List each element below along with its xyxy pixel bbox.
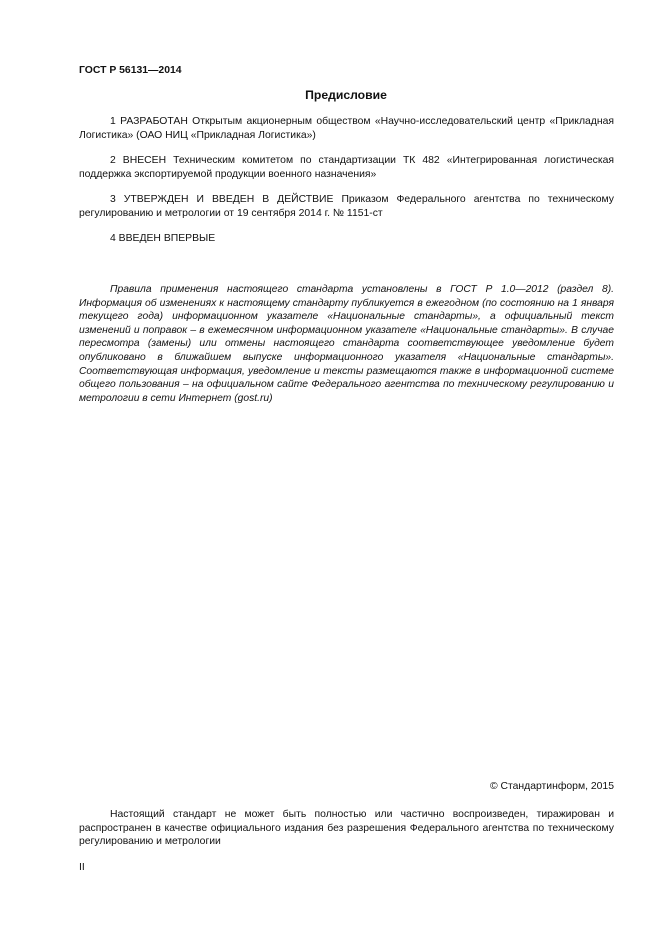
page-number: II	[79, 862, 85, 873]
foreword-item-approved: 3 УТВЕРЖДЕН И ВВЕДЕН В ДЕЙСТВИЕ Приказом Федерального агентства по техническому регулированию и метрологии от 19 сентября 2014 г. № 1151-ст	[79, 194, 614, 219]
foreword-item-introduced: 4 ВВЕДЕН ВПЕРВЫЕ	[110, 233, 216, 244]
reproduction-rights-notice: Настоящий стандарт не может быть полностью или частично воспроизведен, тиражирован и распространен в качестве официального издания без разрешения Федерального агентства по техническому регулированию и метрологии	[79, 809, 614, 848]
copyright-notice: © Стандартинформ, 2015	[489, 781, 614, 792]
foreword-item-developed: 1 РАЗРАБОТАН Открытым акционерным обществом «Научно-исследовательский центр «Прикладная Логистика» (ОАО НИЦ «Прикладная Логистика»)	[79, 116, 614, 141]
application-rules-note: Правила применения настоящего стандарта установлены в ГОСТ Р 1.0—2012 (раздел 8). Информация об изменениях к настоящему стандарту публикуется в ежегодном (по состоянию на 1 января текущего года) информационном указателе «Национальные стандарты», а официальный текст изменений и поправок – в ежемесячном информационном указателе «Национальные стандарты». В случае пересмотра (замены) или отмены настоящего стандарта соответствующее уведомление будет опубликовано в ближайшем выпуске информационного указателя «Национальные стандарты». Соответствующая информация, уведомление и тексты размещаются также в информационной системе общего пользования – на официальном сайте Федерального агентства по техническому регулированию и метрологии в сети Интернет (gost.ru)	[79, 284, 614, 404]
standard-code: ГОСТ Р 56131—2014	[79, 65, 182, 76]
foreword-title: Предисловие	[305, 88, 387, 102]
foreword-item-submitted: 2 ВНЕСЕН Техническим комитетом по стандартизации ТК 482 «Интегрированная логистическая поддержка экспортируемой продукции военного назначения»	[79, 155, 614, 180]
